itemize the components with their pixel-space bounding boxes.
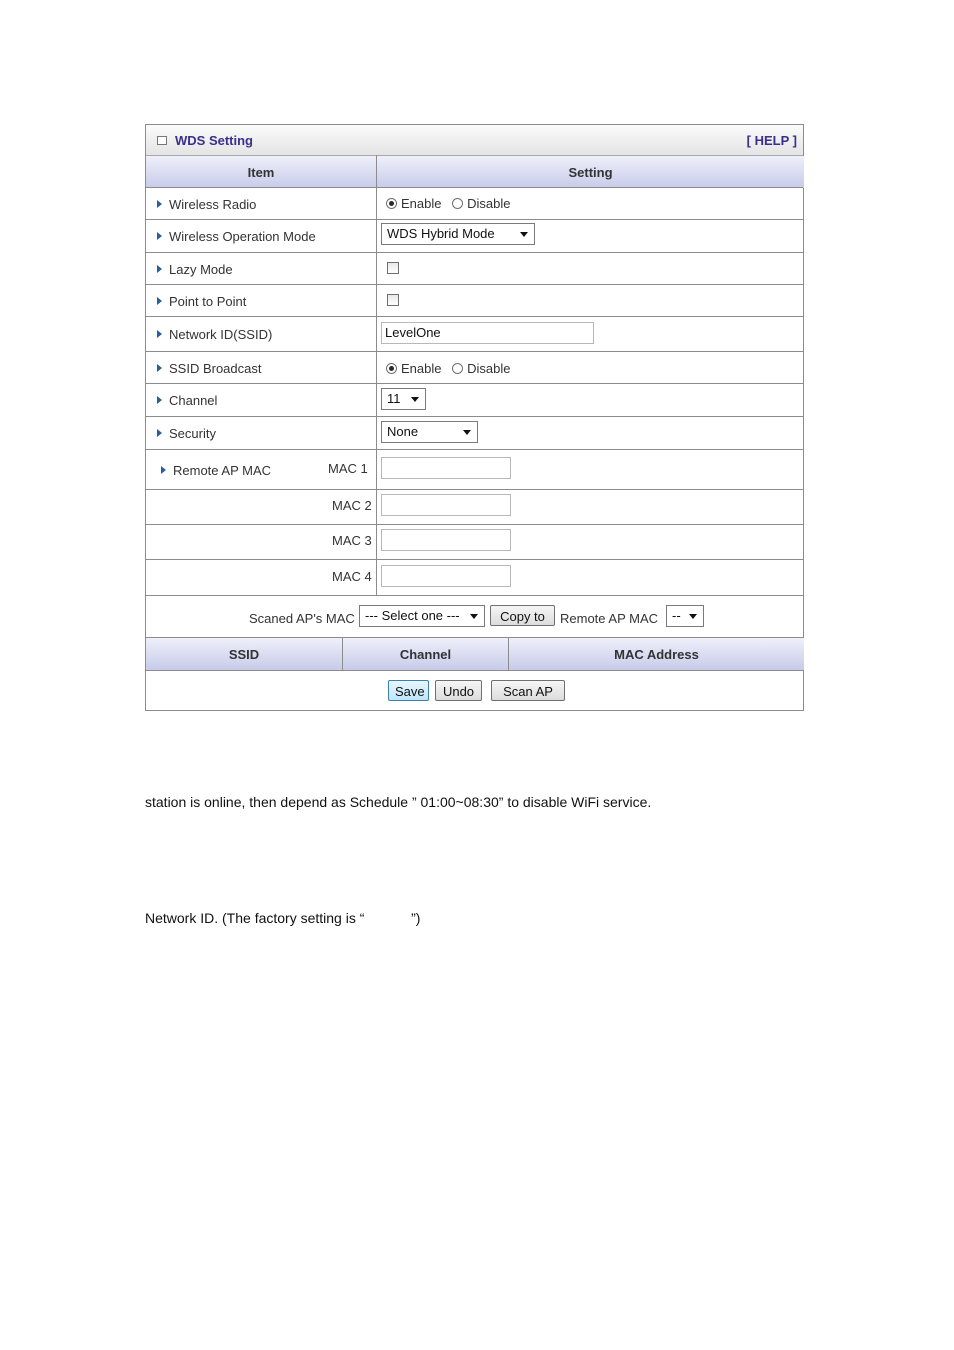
panel-titlebar xyxy=(146,125,803,156)
help-link[interactable]: [ HELP ] xyxy=(746,133,797,148)
panel-title: WDS Setting xyxy=(175,133,253,148)
mac1-input[interactable] xyxy=(381,457,511,479)
undo-button[interactable]: Undo xyxy=(435,680,482,701)
chevron-down-icon xyxy=(520,232,528,237)
chevron-down-icon xyxy=(689,614,697,619)
scan-col-ssid: SSID xyxy=(146,638,342,670)
wireless-radio-disable-radio[interactable] xyxy=(452,198,463,209)
scan-col-channel: Channel xyxy=(343,638,508,670)
scanned-ap-select[interactable]: --- Select one --- xyxy=(359,605,485,627)
window-icon xyxy=(157,136,167,145)
arrow-right-icon xyxy=(157,330,162,338)
mac4-input[interactable] xyxy=(381,565,511,587)
network-id-label: Network ID(SSID) xyxy=(157,327,272,342)
security-select[interactable]: None xyxy=(381,421,478,443)
ssid-broadcast-label: SSID Broadcast xyxy=(157,361,262,376)
point-to-point-label: Point to Point xyxy=(157,294,246,309)
wireless-radio-options: Enable Disable xyxy=(386,196,517,211)
arrow-right-icon xyxy=(157,297,162,305)
arrow-right-icon xyxy=(157,364,162,372)
description-line-1: station is online, then depend as Schedule ” 01:00~08:30” to disable WiFi service. xyxy=(145,794,652,810)
channel-select[interactable]: 11 xyxy=(381,388,426,410)
ssid-broadcast-options: Enable Disable xyxy=(386,361,517,376)
remote-ap-mac-label: Remote AP MAC xyxy=(161,463,271,478)
lazy-mode-label: Lazy Mode xyxy=(157,262,233,277)
arrow-right-icon xyxy=(157,429,162,437)
mac3-label: MAC 3 xyxy=(332,533,372,548)
chevron-down-icon xyxy=(470,614,478,619)
lazy-mode-checkbox[interactable] xyxy=(387,262,399,274)
scanned-ap-mac-label: Scaned AP's MAC xyxy=(249,611,355,626)
wireless-radio-enable-radio[interactable] xyxy=(386,198,397,209)
security-label: Security xyxy=(157,426,216,441)
mac2-label: MAC 2 xyxy=(332,498,372,513)
arrow-right-icon xyxy=(157,265,162,273)
mac2-input[interactable] xyxy=(381,494,511,516)
mac1-label: MAC 1 xyxy=(328,461,368,476)
point-to-point-checkbox[interactable] xyxy=(387,294,399,306)
operation-mode-label: Wireless Operation Mode xyxy=(157,229,316,244)
wds-setting-panel xyxy=(145,124,804,711)
scan-ap-button[interactable]: Scan AP xyxy=(491,680,565,701)
operation-mode-select[interactable]: WDS Hybrid Mode xyxy=(381,223,535,245)
channel-label: Channel xyxy=(157,393,217,408)
remote-ap-mac-target-label: Remote AP MAC xyxy=(560,611,659,626)
ssid-broadcast-enable-radio[interactable] xyxy=(386,363,397,374)
mac3-input[interactable] xyxy=(381,529,511,551)
arrow-right-icon xyxy=(157,200,162,208)
network-id-input[interactable]: LevelOne xyxy=(381,322,594,344)
chevron-down-icon xyxy=(411,397,419,402)
remote-ap-target-select[interactable]: -- xyxy=(666,605,704,627)
column-header-setting: Setting xyxy=(377,156,804,188)
ssid-broadcast-disable-radio[interactable] xyxy=(452,363,463,374)
arrow-right-icon xyxy=(161,466,166,474)
scan-col-mac-address: MAC Address xyxy=(509,638,804,670)
column-header-item: Item xyxy=(146,156,376,188)
save-button[interactable]: Save xyxy=(388,680,429,701)
chevron-down-icon xyxy=(463,430,471,435)
arrow-right-icon xyxy=(157,396,162,404)
arrow-right-icon xyxy=(157,232,162,240)
mac4-label: MAC 4 xyxy=(332,569,372,584)
copy-to-button[interactable]: Copy to xyxy=(490,605,555,626)
wireless-radio-label: Wireless Radio xyxy=(157,197,256,212)
description-line-2: Network ID. (The factory setting is “ ”) xyxy=(145,910,421,926)
